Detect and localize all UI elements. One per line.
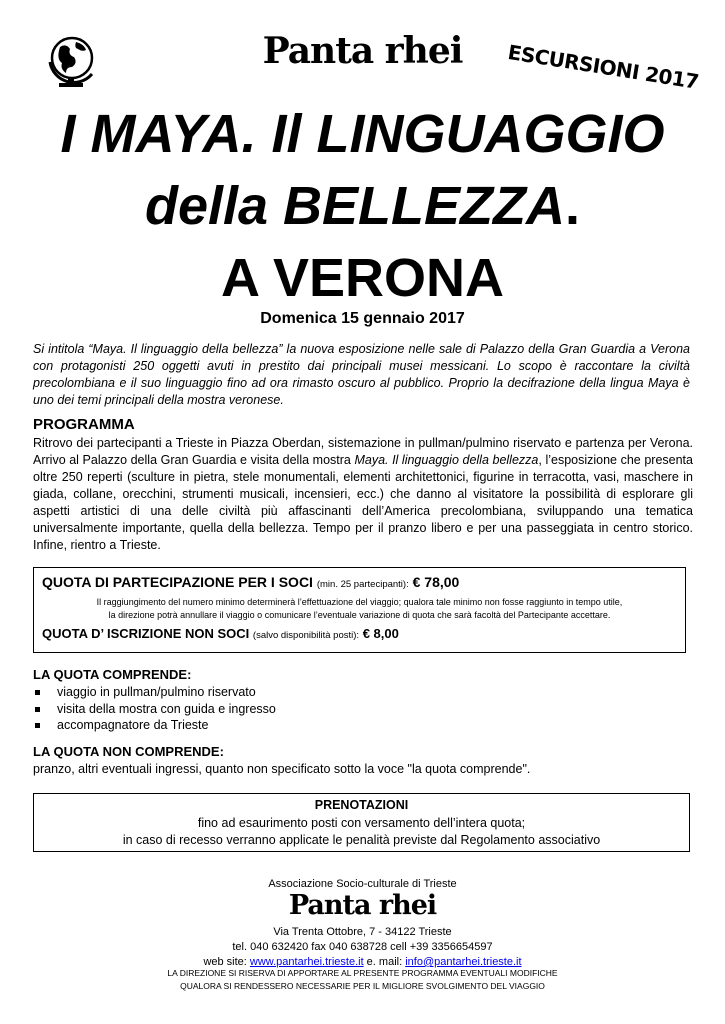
quota-soci-note: (min. 25 partecipanti): [316,579,409,590]
bullet-icon [35,723,40,728]
quota-note-line-1: Il raggiungimento del numero minimo determinerà l’effettuazione del viaggio; qualora tale minimo non fosse raggiunto in tempo utile, [96,597,623,607]
quota-non-soci-note: (salvo disponibilità posti): [252,630,360,641]
web-label: web site: [203,956,250,968]
email-link[interactable]: info@pantarhei.trieste.it [405,956,522,968]
email-label: e. mail: [363,956,406,968]
address: Via Trenta Ottobre, 7 - 34122 Trieste [273,926,452,938]
bullet-icon [35,707,40,712]
quota-note-line-2: la direzione potrà annullare il viaggio o comunicare l’eventuale variazione di quota che sarà facoltà del Partecipante accettare. [108,610,611,620]
programma-text [33,435,693,554]
prenotazioni-text [33,815,690,849]
quota-soci-price: € 78,00 [412,574,460,590]
disclaimer [0,967,725,993]
main-title-line-3: A VERONA [220,248,505,308]
quota-non-soci-label: QUOTA D’ ISCRIZIONE NON SOCI [42,626,250,641]
disclaimer-line-2: QUALORA SI RENDESSERO NECESSARIE PER IL MIGLIORE SVOLGIMENTO DEL VIAGGIO [180,981,545,991]
list-item [33,701,276,718]
programma-heading: PROGRAMMA [33,416,135,433]
footer-brand: Panta rhei [288,890,437,921]
quota-non-soci [42,626,399,641]
event-date: Domenica 15 gennaio 2017 [260,310,465,327]
main-title-line-2-period: . [565,176,581,236]
list-item-text: visita della mostra con guida e ingresso [57,701,276,716]
quota-non-soci-price: € 8,00 [362,626,399,641]
escursioni-badge: ESCURSIONI 2017 [506,40,701,94]
non-comprende-text: pranzo, altri eventuali ingressi, quanto non specificato sotto la voce "la quota comprende". [33,762,531,776]
programma-text-italic: Maya. Il linguaggio della bellezza [354,453,539,467]
list-item-text: accompagnatore da Trieste [57,718,209,732]
quota-soci-label: QUOTA DI PARTECIPAZIONE PER I SOCI [42,574,313,590]
prenotazioni-line-1: fino ad esaurimento posti con versamento dell’intera quota; [197,816,526,830]
comprende-list [33,684,276,734]
bullet-icon [35,690,40,695]
main-title-line-2 [0,172,725,240]
contact-info [0,925,725,970]
phones: tel. 040 632420 fax 040 638728 cell +39 3356654597 [232,941,493,953]
disclaimer-line-1: LA DIREZIONE SI RISERVA DI APPORTARE AL PRESENTE PROGRAMMA EVENTUALI MODIFICHE [167,968,558,978]
list-item-text: viaggio in pullman/pulmino riservato [57,685,256,699]
main-title-line-1: I MAYA. Il LINGUAGGIO [60,104,665,164]
prenotazioni-title: PRENOTAZIONI [314,798,409,812]
programma-text-part-2: , l’esposizione che presenta oltre 250 reperti (sculture in pietra, stele monumentali, elementi architettonici, figurine in terracotta, vasi, maschere in giada, collane, orecchini, strumenti musicali, incensieri, ecc.) che danno al visitatore la possibilità di esplorare gli aspetti artistici di una delle civiltà più affascinanti dell’America precolombiana, sviluppando una tematica universalmente importante, quella della bellezza. Tempo per il pranzo libero e per una passeggiata in centro storico. Infine, rientro a Trieste. [33,453,693,552]
non-comprende-heading: LA QUOTA NON COMPRENDE: [33,744,224,759]
quota-note [33,596,686,622]
association-name: Associazione Socio-culturale di Trieste [268,878,457,890]
prenotazioni-line-2: in caso di recesso verranno applicate le penalità previste dal Regolamento associativo [122,833,601,847]
list-item [33,684,276,701]
main-title-line-2-text: della BELLEZZA [144,176,565,236]
brand-title: Panta rhei [262,30,463,72]
website-link[interactable]: www.pantarhei.trieste.it [249,956,364,968]
programma-text-part-1: Ritrovo dei partecipanti a Trieste in Piazza Oberdan, sistemazione in pullman/pulmino riservato e partenza per Verona. Arrivo al Palazzo della Gran Guardia e visita della mostra [33,436,693,467]
list-item [33,717,276,734]
intro-paragraph: Si intitola “Maya. Il linguaggio della bellezza” la nuova esposizione nelle sale di Palazzo della Gran Guardia a Verona con protagonisti 250 oggetti avuti in prestito dai principali musei messicani. Lo scopo è raccontare la civiltà precolombiana e il suo linguaggio fino ad ora rimasto oscuro al pubblico. Proprio la decifrazione della lingua Maya è uno dei temi principali della mostra veronese. [33,342,690,407]
comprende-heading: LA QUOTA COMPRENDE: [33,667,192,682]
quota-soci [42,574,459,590]
